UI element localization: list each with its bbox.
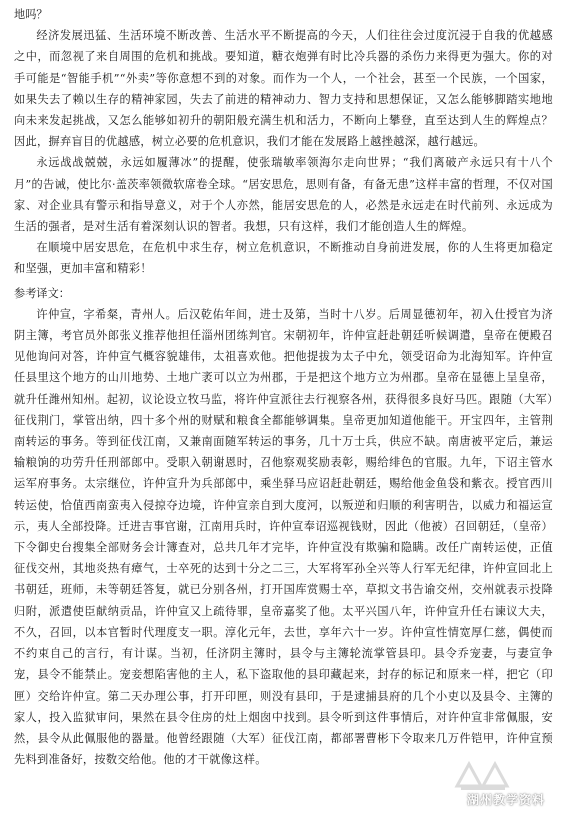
translation-paragraph: 许仲宣，字希粲，青州人。后汉乾佑年间，进士及第，当时十八岁。后周显德初年，初入仕授官为济阴主簿，考官员外郎张义推荐他担任淄州团练判官。宋朝初年，许仲宣赶赴朝廷听候调遣，皇帝在便殿召见他询问对答，许仲宣气概容貌雄伟，太祖喜欢他。把他提拔为太子中允，领受诏命为北海知军。许仲宣任县里这个地方的山川地势、土地广袤可以立为州郡，于是把这个地方立为州郡。皇帝在显德上呈皇帝，就升任潍州知州。起初，议论设立牧马监，将许仲宣派往去行视察各州，获得很多良好马匹。跟随（大军）征伐荆门，掌管出纳，四十多个州的财赋和粮食全都能够调集。皇帝更加知道他能干。开宝四年，主管荆南转运的事务。等到征伐江南，又兼南面随军转运的事务，几十万士兵，供应不缺。南唐被平定后，兼运输粮饷的功劳升任刑部郎中。受职入朝谢恩时，召他察观奖励表彰，赐给绯色的官服。九年，下诏主管水运军府事务。太宗继位，许仲宣升为兵部郎中，乘坐驿马应诏赶赴朝廷，赐给他金鱼袋和紫衣。授官西川转运使，恰值西南蛮夷入侵掠夺边境，许仲宣亲自到大度河，以叛逆和归顺的利害明告，以威力和福运宣示，夷人全部投降。迁进吉事官谢，江南用兵时，许仲宣奉诏巡视钱财，因此（他被）召回朝廷，（皇帝）下令御史台搜集全部财务会计簿查对，总共几年才完毕，许仲宣没有欺骗和隐瞒。改任广南转运使，正值征伐交州，其地炎热有瘴气，士卒死的达到十分之二三，大军将军孙全兴等人行军无纪律，许仲宣回北上书朝廷，班师，未等朝廷答复，就已分别各州，打开国库赏赐士卒，草拟文书告谕交州，交州就表示投降归附，派遣使臣献纳贡品，许仲宣又上疏待罪，皇帝嘉奖了他。太平兴国八年，许仲宣升任右谏议大夫，不久，召回，以本官暂时代理度支一职。淳化元年，去世，享年六十一岁。许仲宣性情宽厚仁慈，偶使而不约束自己的言行，有计谋。当初，任济阴主簿时，县令与主簿轮流掌管县印。县令乔宠妻，与妻宣争宠，县令不能禁止。宠妾想陷害他的主人，私下盗取他的县印藏起来，封存的标记和原来一样，把它（印匣）交给许仲宣。第二天办理公事，打开印匣，则没有县印，于是逮捕县府的几个小吏以及县令、主簿的家人，投入监狱审问，果然在县令住房的灶上烟囱中找到。县令听到这件事情后，对许仲宣非常佩服，安然，县令从此佩服他的器量。他曾经跟随（大军）征伐江南，都部署曹彬下令取来几万件铠甲，许仲宣预先料到准备好，按数交给他。他的才干就像这样。 [14,307,553,767]
essay-paragraph-1: 经济发展迅猛、生活环境不断改善、生活水平不断提高的今天，人们往往会过度沉浸于自我的优越感之中，而忽视了来自周围的危机和挑战。要知道，糖衣炮弹有时比冷兵器的杀伤力来得更为强大。你的对手可能是“智能手机”“外卖”等你意想不到的对象。而作为一个人，一个社会，甚至一个民族，一个国家，如果失去了赖以生存的精神家园，失去了前进的精神动力、智力支持和思想保证，又怎么能够脚踏实地地向未来发起挑战，又怎么能够如初升的朝阳般充满生机和活力，不断向上攀登，直至达到人生的辉煌点？因此，摒弃盲目的优越感，树立必要的危机意识，我们才能在发展路上越挫越深，越行越远。 [14,29,553,149]
watermark [431,756,549,810]
essay-paragraph-3: 在顺境中居安思危，在危机中求生存，树立危机意识，不断推动自身前进发展，你的人生将更加稳定和坚强，更加丰富和精彩！ [14,241,553,276]
carryover-line: 地吗？ [14,8,48,21]
watermark-text: 湖州教学资料 [466,793,545,807]
essay-paragraph-2: 永远战战兢兢，永远如履薄冰”的提醒，使张瑞敏率领海尔走向世界；“我们离破产永远只有十八个月”的告诫，使比尔·盖茨率领微软席卷全球。“居安思危，思则有备，有备无患”这样丰富的哲理，不仅对国家、对企业具有警示和指导意义，对于个人亦然，能居安思危的人，必然是永远走在时代前列、永远成为生活的强者，是对生活有着深刻认识的智者。我想，只有这样，我们才能创造人生的辉煌。 [14,156,553,234]
watermark-logo-icon [453,758,513,792]
translation-heading: 参考译文： [14,286,70,300]
